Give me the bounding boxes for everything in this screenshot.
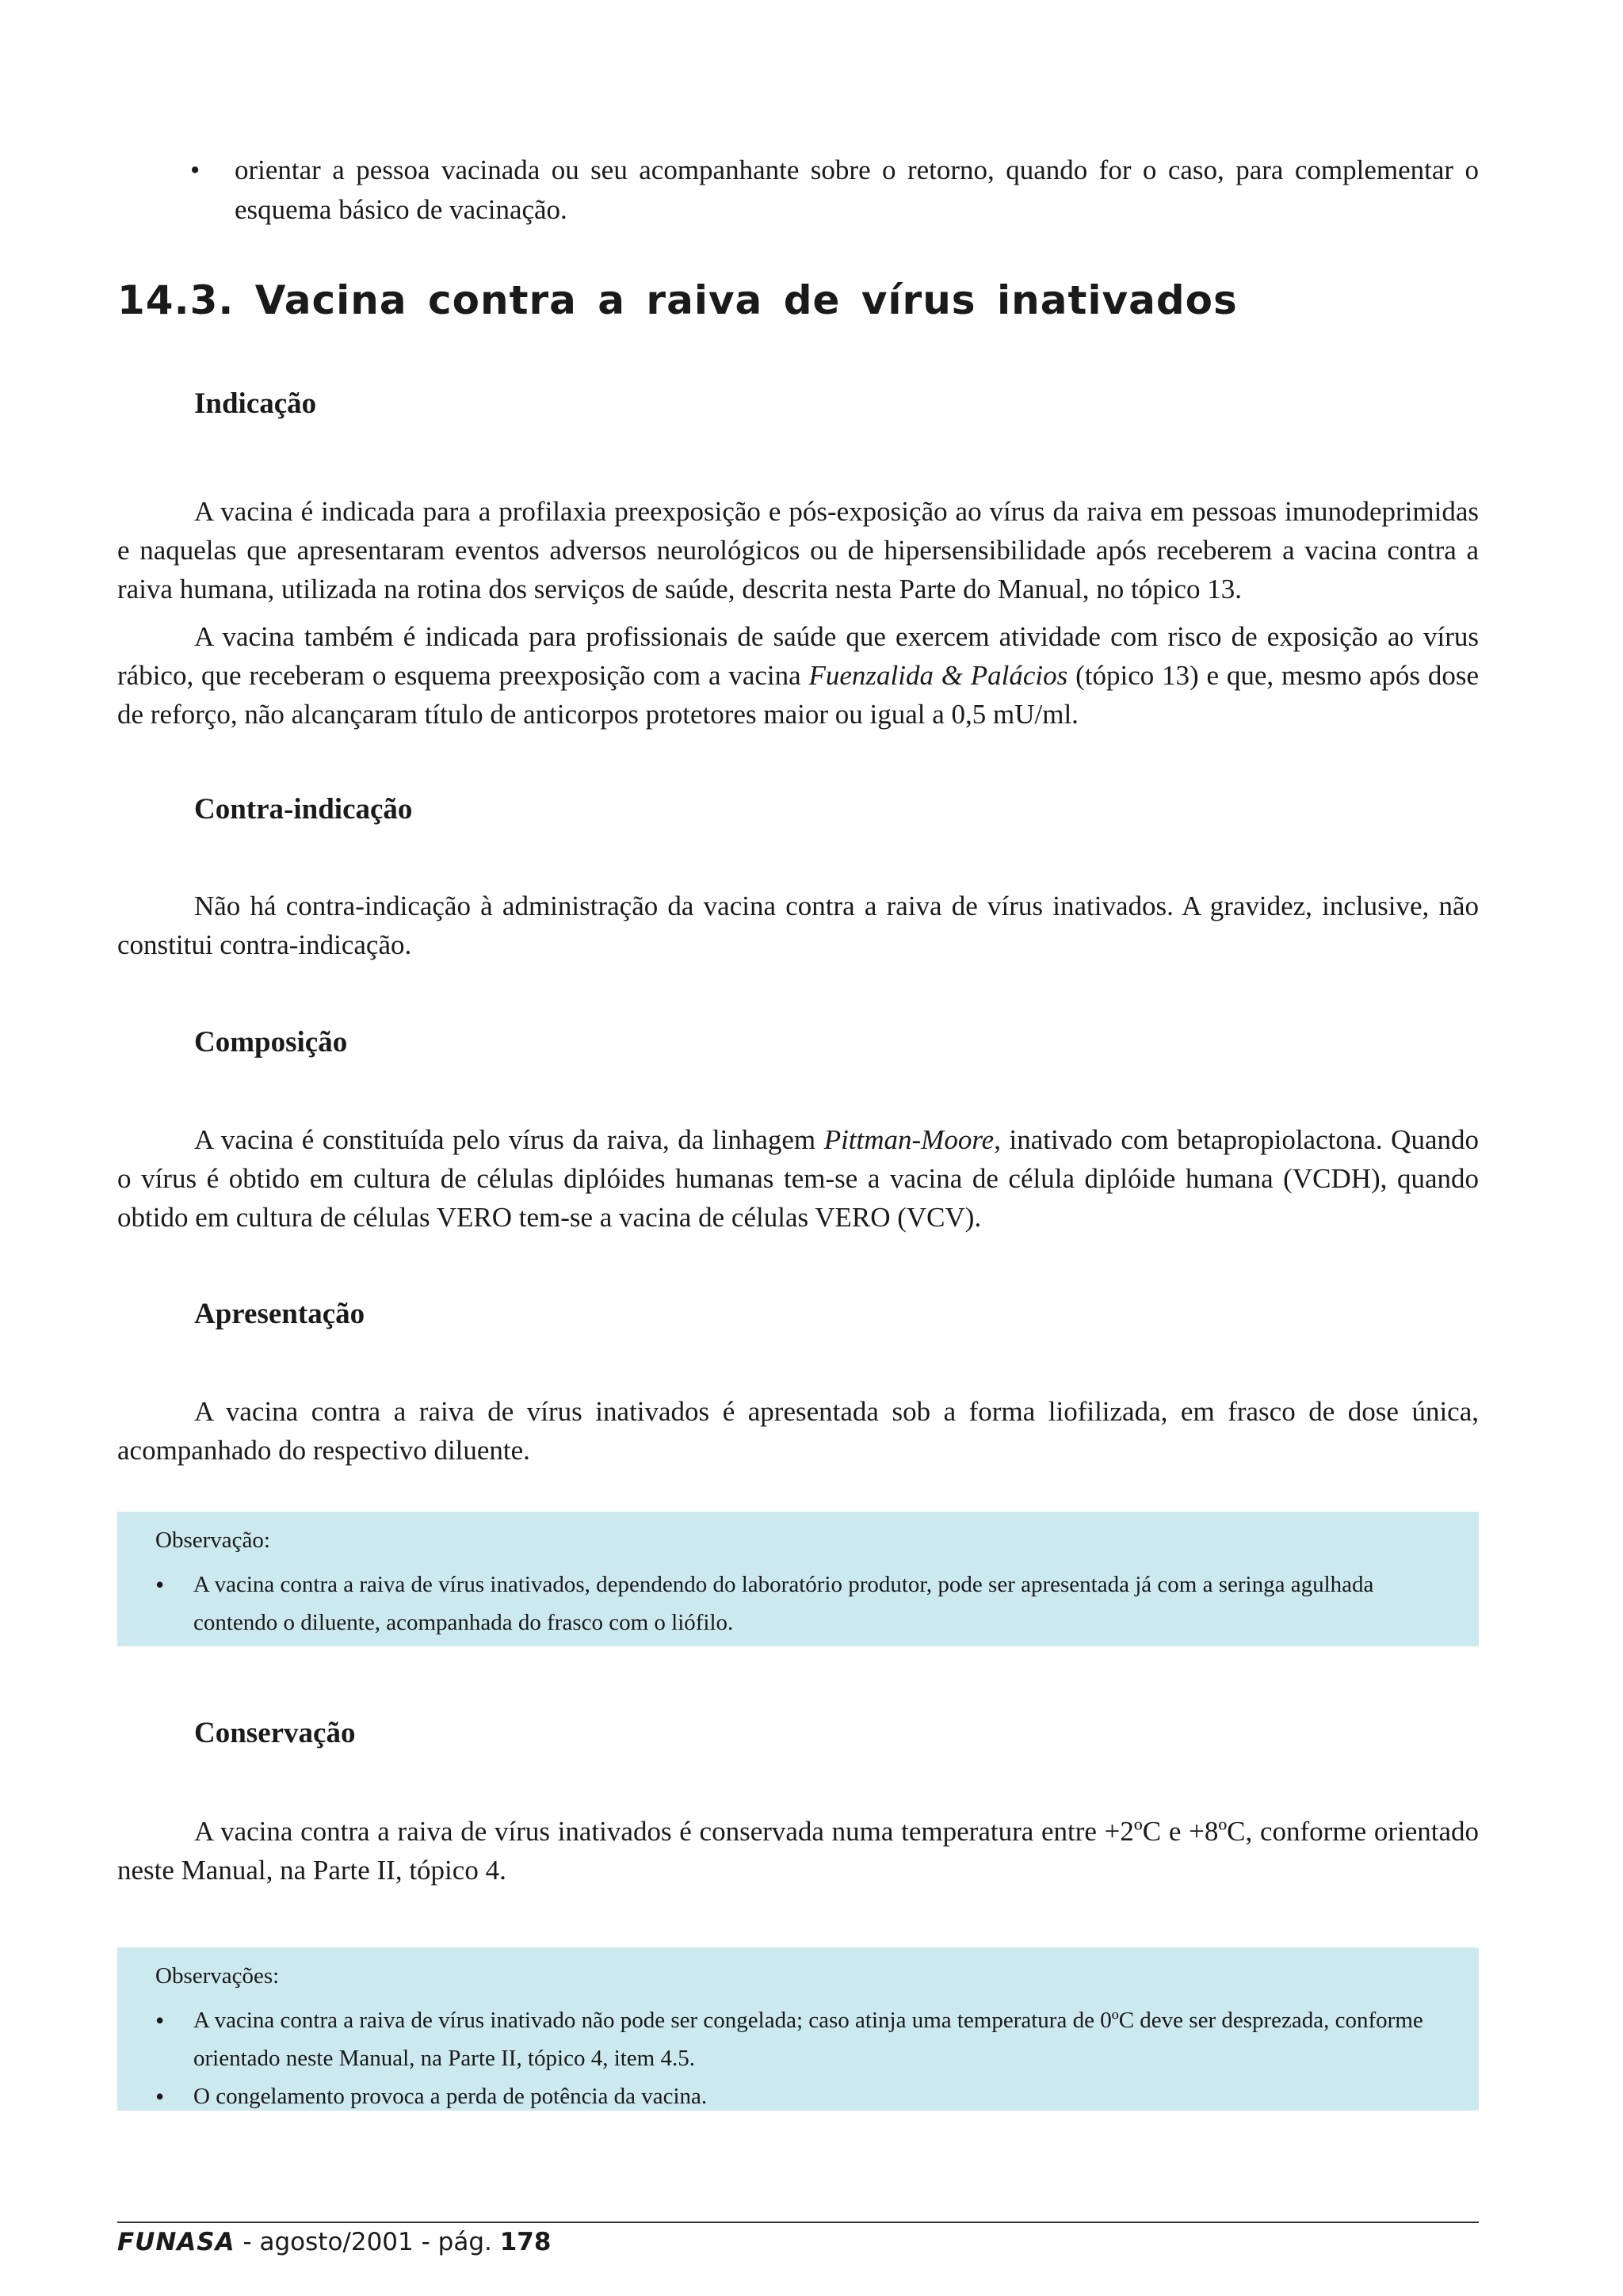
paragraph-indicacao-1: A vacina é indicada para a profilaxia preexposição e pós-exposição ao vírus da raiva em pessoas imunodeprimidas e naquelas que apresentaram eventos adversos neurológicos ou de hipersensibilidade após receberem a vacina contra a raiva humana, utilizada na rotina dos serviços de saúde, descrita nesta Parte do Manual, no tópico 13. xyxy=(117,496,1479,605)
paragraph-indicacao-2 xyxy=(117,617,1479,734)
paragraph-composicao-end: , inativado com betapropiolactona. Quando o vírus é obtido em cultura de células diplóides humanas tem-se a vacina de célula diplóide humana (VCDH), quando obtido em cultura de células VERO tem-se a vacina de células VERO (VCV). xyxy=(117,1124,1479,1233)
bullet-glyph: • xyxy=(190,154,200,185)
footer-brand: FUNASA xyxy=(117,2228,235,2256)
note-item-text: A vacina contra a raiva de vírus inativados, dependendo do laboratório produtor, pode ser apresentada já com a seringa agulhada contendo o diluente, acompanhada do frasco com o liófilo. xyxy=(193,1572,1374,1635)
footer-divider xyxy=(117,2222,1479,2223)
note-box-conservacao xyxy=(117,1947,1479,2111)
page-footer xyxy=(117,2228,551,2256)
bullet-glyph: • xyxy=(155,2082,165,2111)
paragraph-conservacao: A vacina contra a raiva de vírus inativados é conservada numa temperatura entre +2ºC e +8ºC, conforme orientado neste Manual, na Parte II, tópico 4. xyxy=(117,1816,1479,1886)
paragraph-composicao-start: A vacina é constituída pelo vírus da raiva, da linhagem xyxy=(194,1124,824,1155)
footer-date-text: - agosto/2001 - pág. xyxy=(235,2228,500,2256)
paragraph-indicacao-2-start: A vacina também é indicada para profissionais de saúde que exercem atividade com risco de exposição ao vírus rábico, que receberam o esquema preexposição com a vacina xyxy=(117,621,1479,691)
heading-indicacao: Indicação xyxy=(194,387,317,420)
paragraph-composicao xyxy=(117,1120,1479,1237)
note-title: Observação: xyxy=(155,1527,270,1553)
heading-contraindicacao: Contra-indicação xyxy=(194,793,413,826)
intro-bullet-text: orientar a pessoa vacinada ou seu acompanhante sobre o retorno, quando for o caso, para complementar o esquema básico de vacinação. xyxy=(235,154,1479,225)
section-title: 14.3. Vacina contra a raiva de vírus inativados xyxy=(117,277,1238,323)
heading-apresentacao: Apresentação xyxy=(194,1298,365,1330)
bullet-glyph: • xyxy=(155,2006,165,2035)
note-item-text: O congelamento provoca a perda de potência da vacina. xyxy=(193,2084,708,2109)
strain-name-italic: Pittman-Moore xyxy=(823,1124,995,1155)
paragraph-indicacao-2-end: (tópico 13) e que, mesmo após dose de reforço, não alcançaram título de anticorpos protetores maior ou igual a 0,5 mU/ml. xyxy=(117,660,1480,730)
intro-bullet-item xyxy=(190,151,1479,230)
note-item-text: A vacina contra a raiva de vírus inativado não pode ser congelada; caso atinja uma temperatura de 0ºC deve ser desprezada, conforme orientado neste Manual, na Parte II, tópico 4, item 4.5. xyxy=(193,2008,1423,2071)
paragraph-apresentacao: A vacina contra a raiva de vírus inativados é apresentada sob a forma liofilizada, em frasco de dose única, acompanhado do respectivo diluente. xyxy=(117,1396,1479,1466)
page-number: 178 xyxy=(499,2228,552,2256)
paragraph-contraindicacao: Não há contra-indicação à administração da vacina contra a raiva de vírus inativados. A gravidez, inclusive, não constitui contra-indicação. xyxy=(117,891,1479,960)
note-list-item xyxy=(155,2001,1455,2077)
bullet-glyph: • xyxy=(155,1570,165,1599)
heading-composicao: Composição xyxy=(194,1026,348,1058)
heading-conservacao: Conservação xyxy=(194,1717,356,1749)
vaccine-name-italic: Fuenzalida & Palácios xyxy=(808,660,1068,691)
note-list-item xyxy=(155,2077,1455,2115)
note-list-item xyxy=(155,1566,1455,1642)
note-title: Observações: xyxy=(155,1963,280,1989)
note-box-apresentacao xyxy=(117,1512,1479,1646)
